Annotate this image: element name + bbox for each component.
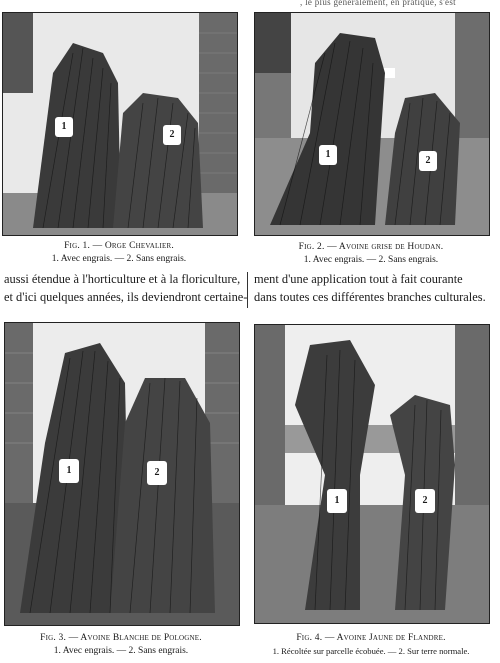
figure-2-legend: 1. Avec engrais. — 2. Sans engrais. — [303, 255, 439, 265]
tag-2: 2 — [419, 151, 437, 171]
tag-1: 1 — [59, 459, 79, 483]
text-line: dans toutes ces différentes branches culturales. — [254, 290, 486, 304]
figure-1-photo — [2, 12, 238, 236]
figure-3-title: Fig. 3. — Avoine Blanche de Pologne. — [40, 633, 202, 643]
sheaf-illustration — [255, 325, 489, 623]
text-column-right — [254, 270, 488, 306]
figure-3-photo — [4, 322, 240, 626]
sheaf-illustration — [255, 13, 489, 235]
figure-3-caption — [4, 632, 238, 658]
figure-4-photo — [254, 324, 490, 624]
running-text-fragment — [0, 0, 500, 10]
figure-2-title: Fig. 2. — Avoine grise de Houdan. — [298, 242, 444, 252]
text-line: ment d'une application tout à fait courante — [254, 272, 463, 286]
top-text-right: , le plus généralement, en pratique, s'est — [300, 0, 456, 7]
tag-1: 1 — [55, 117, 73, 137]
figure-4-caption — [254, 632, 488, 658]
figure-4-title: Fig. 4. — Avoine Jaune de Flandre. — [296, 633, 446, 643]
column-rule — [247, 272, 248, 308]
text-column-left — [4, 270, 248, 306]
figure-1-title: Fig. 1. — Orge Chevalier. — [64, 241, 174, 251]
tag-1: 1 — [319, 145, 337, 165]
figure-3-legend: 1. Avec engrais. — 2. Sans engrais. — [53, 646, 189, 656]
text-line: aussi étendue à l'horticulture et à la floriculture, — [4, 272, 241, 286]
text-line: et d'ici quelques années, ils deviendront certaine- — [4, 290, 248, 304]
figure-4-legend: 1. Récoltée sur parcelle écobuée. — 2. Sur terre normale. — [272, 646, 470, 656]
tag-2: 2 — [147, 461, 167, 485]
figure-2-photo — [254, 12, 490, 236]
tag-1: 1 — [327, 489, 347, 513]
tag-2: 2 — [163, 125, 181, 145]
sheaf-illustration — [3, 13, 237, 235]
figure-1-legend: 1. Avec engrais. — 2. Sans engrais. — [51, 254, 187, 264]
figure-2-caption — [254, 241, 488, 267]
sheaf-illustration — [5, 323, 239, 625]
figure-1-caption — [2, 240, 236, 266]
tag-2: 2 — [415, 489, 435, 513]
